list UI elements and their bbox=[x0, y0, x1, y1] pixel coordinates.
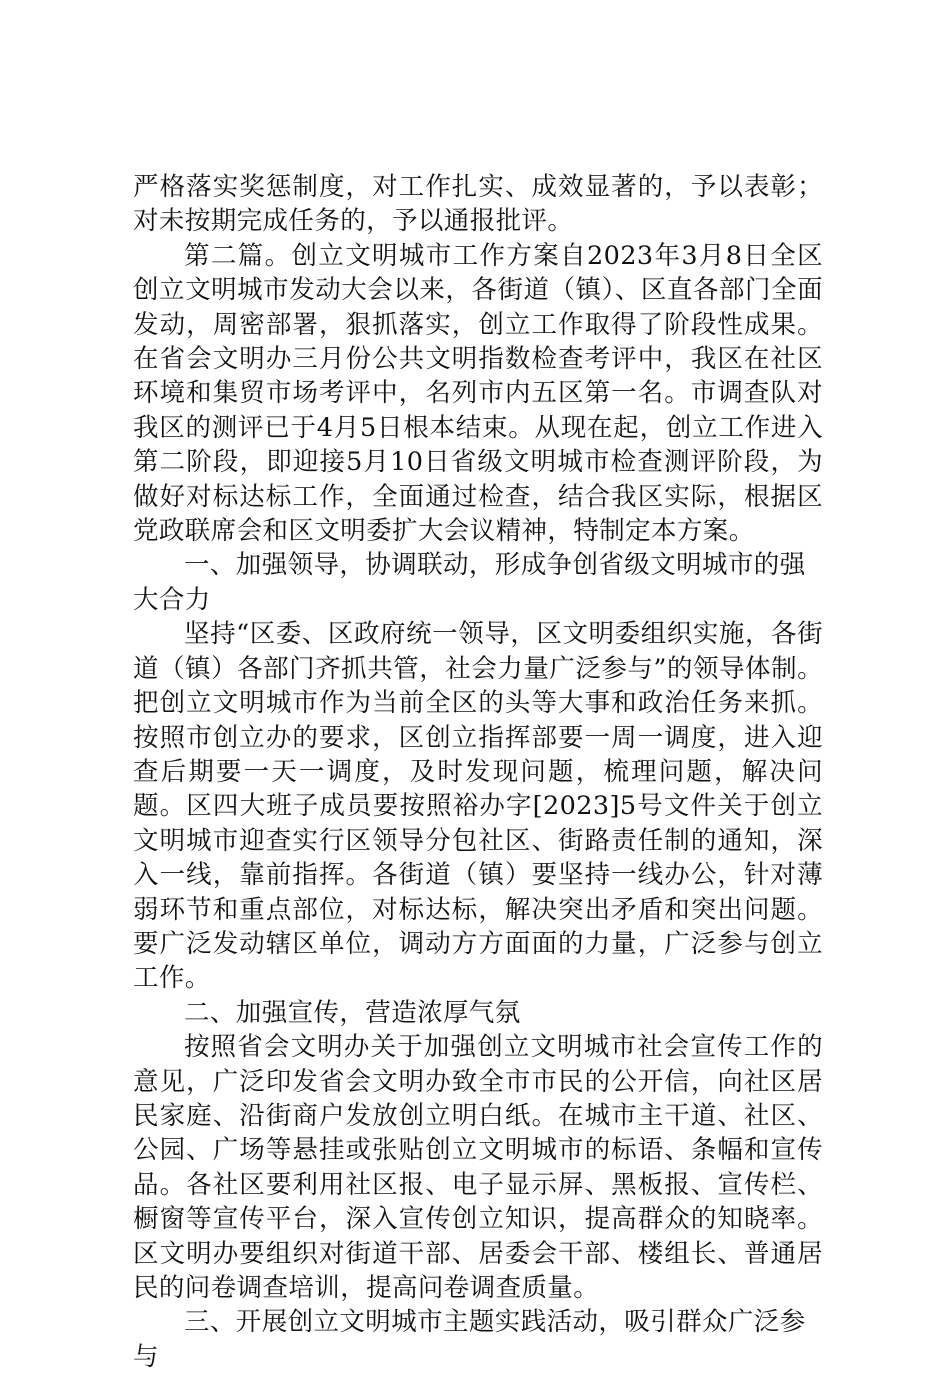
document-body bbox=[133, 170, 823, 1374]
paragraph-continuation: 严格落实奖惩制度，对工作扎实、成效显著的，予以表彰；对未按期完成任务的，予以通报批评。 bbox=[133, 172, 823, 237]
section-heading-2: 二、加强宣传，营造浓厚气氛 bbox=[184, 997, 521, 1028]
paragraph-publicity: 按照省会文明办关于加强创立文明城市社会宣传工作的意见，广泛印发省会文明办致全市市民的公开信，向社区居民家庭、沿街商户发放创立明白纸。在城市主干道、社区、公园、广场等悬挂或张贴创立文明城市的标语、条幅和宣传品。各社区要利用社区报、电子显示屏、黑板报、宣传栏、橱窗等宣传平台，深入宣传创立知识，提高群众的知晓率。区文明办要组织对街道干部、居委会干部、楼组长、普通居民的问卷调查培训，提高问卷调查质量。 bbox=[133, 1032, 823, 1303]
paragraph-intro: 第二篇。创立文明城市工作方案自2023年3月8日全区创立文明城市发动大会以来，各街道（镇）、区直各部门全面发动，周密部署，狠抓落实，创立工作取得了阶段性成果。在省会文明办三月份公共文明指数检查考评中，我区在社区环境和集贸市场考评中，名列市内五区第一名。市调查队对我区的测评已于4月5日根本结束。从现在起，创立工作进入第二阶段，即迎接5月10日省级文明城市检查测评阶段，为做好对标达标工作，全面通过检查，结合我区实际，根据区党政联席会和区文明委扩大会议精神，特制定本方案。 bbox=[133, 240, 823, 547]
section-heading-1: 一、加强领导，协调联动，形成争创省级文明城市的强大合力 bbox=[133, 550, 806, 615]
paragraph-leadership: 坚持“区委、区政府统一领导，区文明委组织实施，各街道（镇）各部门齐抓共管，社会力量广泛参与”的领导体制。把创立文明城市作为当前全区的头等大事和政治任务来抓。按照市创立办的要求，区创立指挥部要一周一调度，进入迎查后期要一天一调度，及时发现问题，梳理问题，解决问题。区四大班子成员要按照裕办字[2023]5号文件关于创立文明城市迎查实行区领导分包社区、街路责任制的通知，深入一线，靠前指挥。各街道（镇）要坚持一线办公，针对薄弱环节和重点部位，对标达标，解决突出矛盾和突出问题。要广泛发动辖区单位，调动方方面面的力量，广泛参与创立工作。 bbox=[133, 619, 823, 994]
section-heading-3: 三、开展创立文明城市主题实践活动，吸引群众广泛参与 bbox=[133, 1307, 806, 1372]
